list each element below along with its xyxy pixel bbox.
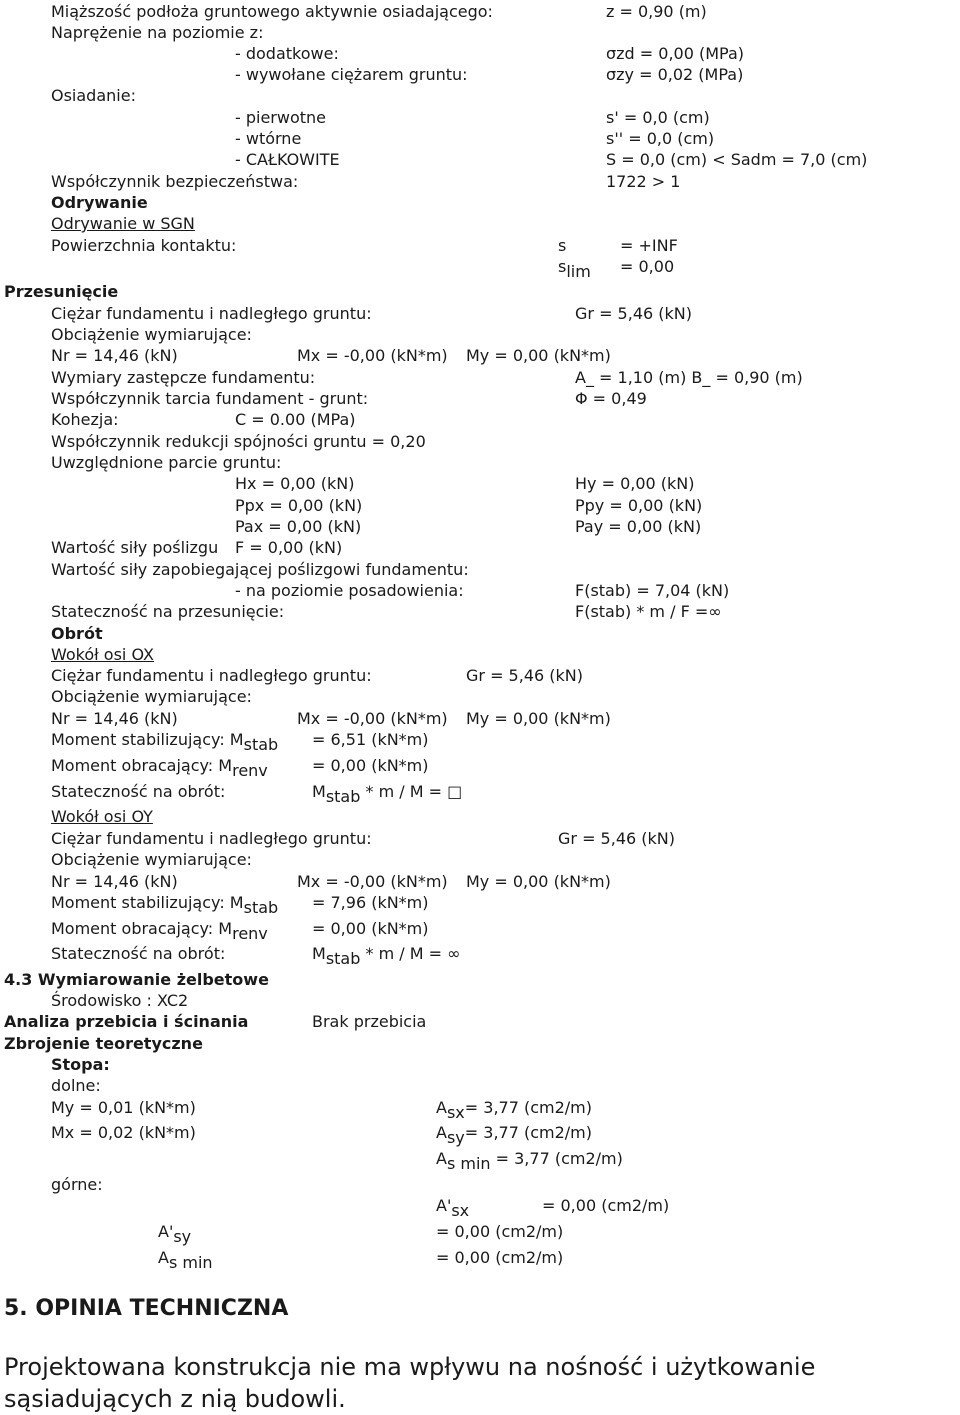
ox-ciezar-value: Gr = 5,46 (kN): [466, 666, 583, 685]
opinia-heading: 5. OPINIA TECHNICZNA: [4, 1296, 289, 1321]
zbrojenie-heading: Zbrojenie teoretyczne: [4, 1034, 203, 1053]
grunt-label: - wywołane ciężarem gruntu:: [235, 65, 468, 84]
oy-stab-label: Moment stabilizujący: Mstab: [51, 893, 279, 917]
calkowite-label: - CAŁKOWITE: [235, 150, 340, 169]
naprezenie-label: Naprężenie na poziomie z:: [51, 23, 264, 42]
oy-ciezar-label: Ciężar fundamentu i nadległego gruntu:: [51, 829, 372, 848]
poziom-value: F(stab) = 7,04 (kN): [575, 581, 730, 600]
ppy-value: Ppy = 0,00 (kN): [575, 496, 703, 515]
ox-stab-label: Moment stabilizujący: Mstab: [51, 730, 279, 754]
stopa-heading: Stopa:: [51, 1055, 110, 1074]
odrywanie-heading: Odrywanie: [51, 193, 148, 212]
slim-symbol: slim: [558, 257, 591, 281]
pierwotne-value: s' = 0,0 (cm): [606, 108, 710, 127]
analiza-label: Analiza przebicia i ścinania: [4, 1012, 249, 1031]
dodatkowe-value: σzd = 0,00 (MPa): [606, 44, 745, 63]
sila-value: F = 0,00 (kN): [235, 538, 343, 557]
dolne-my-value: My = 0,01 (kN*m): [51, 1098, 196, 1117]
dodatkowe-label: - dodatkowe:: [235, 44, 339, 63]
statecznosc-przesuniecie-value: F(stab) * m / F =∞: [575, 602, 722, 621]
asmin-value: As min = 3,77 (cm2/m): [436, 1149, 623, 1173]
oy-stat-value: Mstab * m / M = ∞: [312, 944, 461, 968]
kohezja-label: Kohezja:: [51, 410, 119, 429]
ciezar-value: Gr = 5,46 (kN): [575, 304, 692, 323]
wtorne-label: - wtórne: [235, 129, 302, 148]
oy-ciezar-value: Gr = 5,46 (kN): [558, 829, 675, 848]
wtorne-value: s'' = 0,0 (cm): [606, 129, 715, 148]
aprsy-symbol: A'sy: [158, 1222, 192, 1246]
gorne-label: górne:: [51, 1175, 103, 1194]
przesuniecie-heading: Przesunięcie: [4, 282, 119, 301]
dolne-mx-value: Mx = 0,02 (kN*m): [51, 1123, 196, 1142]
tarcie-label: Współczynnik tarcia fundament - grunt:: [51, 389, 369, 408]
asx-value: Asx= 3,77 (cm2/m): [436, 1098, 592, 1122]
miazszosc-label: Miąższość podłoża gruntowego aktywnie osiadającego:: [51, 2, 493, 21]
nr-value: Nr = 14,46 (kN): [51, 346, 178, 365]
aprsx-symbol: A'sx: [436, 1196, 470, 1220]
ox-ciezar-label: Ciężar fundamentu i nadległego gruntu:: [51, 666, 372, 685]
obrot-heading: Obrót: [51, 624, 103, 643]
aprsx-value: = 0,00 (cm2/m): [542, 1196, 670, 1215]
miazszosc-value: z = 0,90 (m): [606, 2, 707, 21]
oy-nr-value: Nr = 14,46 (kN): [51, 872, 178, 891]
ox-obr-label: Moment obracający: Mrenv: [51, 756, 268, 780]
bezpieczenstwo-label: Współczynnik bezpieczeństwa:: [51, 172, 299, 191]
ox-my-value: My = 0,00 (kN*m): [466, 709, 611, 728]
powierzchnia-label: Powierzchnia kontaktu:: [51, 236, 237, 255]
tarcie-value: Φ = 0,49: [575, 389, 647, 408]
calkowite-value: S = 0,0 (cm) < Sadm = 7,0 (cm): [606, 150, 868, 169]
statecznosc-przesuniecie-label: Stateczność na przesunięcie:: [51, 602, 285, 621]
obciazenie-label: Obciążenie wymiarujące:: [51, 325, 252, 344]
oy-obr-value: = 0,00 (kN*m): [312, 919, 429, 938]
dolne-label: dolne:: [51, 1076, 101, 1095]
srodowisko-text: Środowisko : XC2: [51, 991, 189, 1010]
pay-value: Pay = 0,00 (kN): [575, 517, 702, 536]
ox-mx-value: Mx = -0,00 (kN*m): [297, 709, 448, 728]
oy-mx-value: Mx = -0,00 (kN*m): [297, 872, 448, 891]
pax-value: Pax = 0,00 (kN): [235, 517, 362, 536]
oy-heading: Wokół osi OY: [51, 807, 153, 826]
analiza-value: Brak przebicia: [312, 1012, 427, 1031]
ox-obciazenie-label: Obciążenie wymiarujące:: [51, 687, 252, 706]
opinia-text: Projektowana konstrukcja nie ma wpływu na nośność i użytkowanie sąsiadujących z nią budowli.: [4, 1353, 816, 1413]
odrywanie-sgn-heading: Odrywanie w SGN: [51, 214, 195, 233]
zapobiegajaca-label: Wartość siły zapobiegającej poślizgowi fundamentu:: [51, 560, 469, 579]
ciezar-label: Ciężar fundamentu i nadległego gruntu:: [51, 304, 372, 323]
aprsy-value: = 0,00 (cm2/m): [436, 1222, 564, 1241]
slim-value: = 0,00: [620, 257, 675, 276]
oy-stat-label: Stateczność na obrót:: [51, 944, 226, 963]
kohezja-value: C = 0.00 (MPa): [235, 410, 356, 429]
ox-stat-label: Stateczność na obrót:: [51, 782, 226, 801]
asmin2-symbol: As min: [158, 1248, 213, 1272]
ox-obr-value: = 0,00 (kN*m): [312, 756, 429, 775]
grunt-value: σzy = 0,02 (MPa): [606, 65, 744, 84]
hx-value: Hx = 0,00 (kN): [235, 474, 355, 493]
sila-label: Wartość siły poślizgu: [51, 538, 219, 557]
asy-value: Asy= 3,77 (cm2/m): [436, 1123, 592, 1147]
ox-heading: Wokół osi OX: [51, 645, 154, 664]
wymiary-label: Wymiary zastępcze fundamentu:: [51, 368, 316, 387]
parcie-label: Uwzględnione parcie gruntu:: [51, 453, 282, 472]
poziom-label: - na poziomie posadowienia:: [235, 581, 464, 600]
ppx-value: Ppx = 0,00 (kN): [235, 496, 363, 515]
wymiary-value: A_ = 1,10 (m) B_ = 0,90 (m): [575, 368, 803, 387]
bezpieczenstwo-value: 1722 > 1: [606, 172, 681, 191]
asmin2-value: = 0,00 (cm2/m): [436, 1248, 564, 1267]
redukcja-text: Współczynnik redukcji spójności gruntu = 0,20: [51, 432, 426, 451]
s-value: = +INF: [620, 236, 678, 255]
oy-obciazenie-label: Obciążenie wymiarujące:: [51, 850, 252, 869]
mx-value: Mx = -0,00 (kN*m): [297, 346, 448, 365]
oy-stab-value: = 7,96 (kN*m): [312, 893, 429, 912]
ox-stat-value: Mstab * m / M = □: [312, 782, 463, 806]
pierwotne-label: - pierwotne: [235, 108, 327, 127]
ox-nr-value: Nr = 14,46 (kN): [51, 709, 178, 728]
oy-my-value: My = 0,00 (kN*m): [466, 872, 611, 891]
wymiarowanie-heading: 4.3 Wymiarowanie żelbetowe: [4, 970, 269, 989]
osiadanie-label: Osiadanie:: [51, 86, 136, 105]
oy-obr-label: Moment obracający: Mrenv: [51, 919, 268, 943]
hy-value: Hy = 0,00 (kN): [575, 474, 695, 493]
ox-stab-value: = 6,51 (kN*m): [312, 730, 429, 749]
my-value: My = 0,00 (kN*m): [466, 346, 611, 365]
s-symbol: s: [558, 236, 567, 255]
